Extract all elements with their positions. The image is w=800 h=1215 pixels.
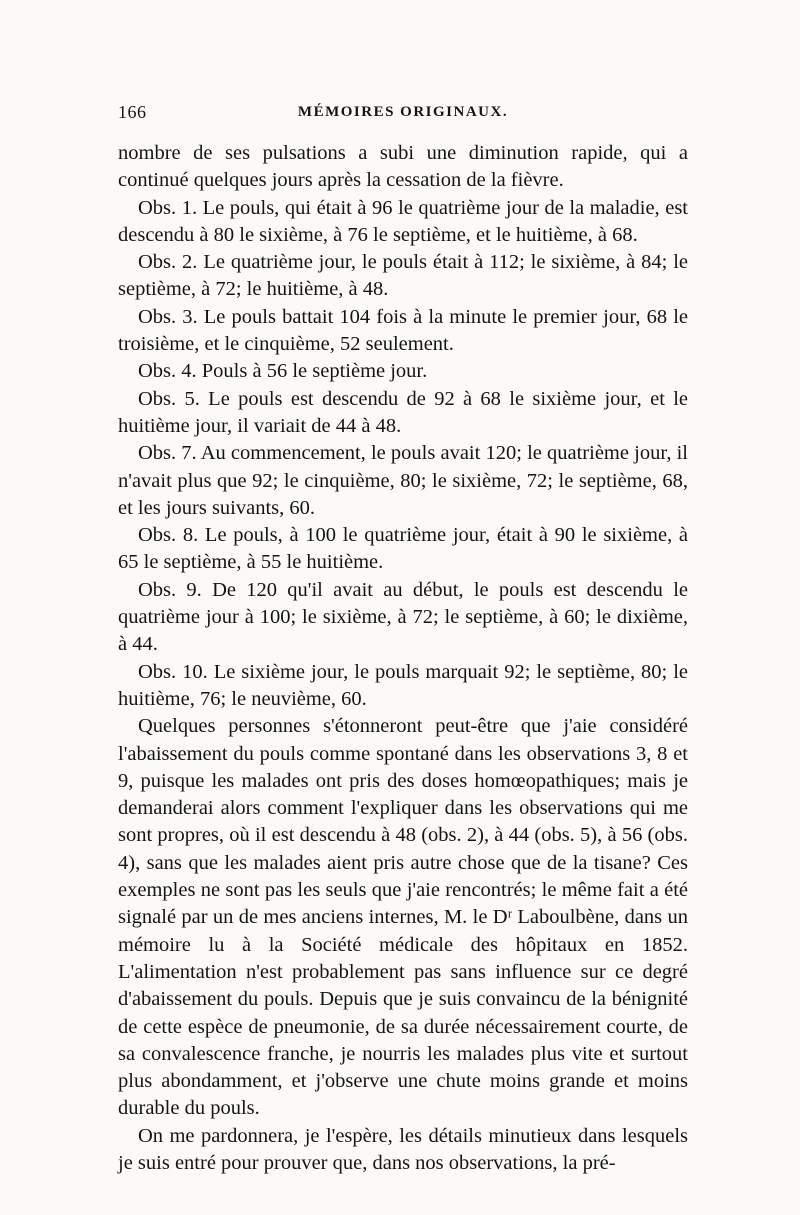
paragraph-closing: On me pardonnera, je l'espère, les détails minutieux dans lesquels je suis entré pour prouver que, dans nos observations, la pré-: [118, 1124, 688, 1174]
page-number: 166: [118, 102, 147, 122]
paragraph-obs-9: Obs. 9. De 120 qu'il avait au début, le pouls est descendu le quatrième jour à 100; le sixième, à 72; le septième, à 60; le dixième, à 44.: [118, 578, 688, 656]
paragraph-obs-4: Obs. 4. Pouls à 56 le septième jour.: [138, 360, 428, 383]
page-header: [118, 102, 688, 126]
paragraph-obs-5: Obs. 5. Le pouls est descendu de 92 à 68 le sixième jour, et le huitième jour, il variait de 44 à 48.: [118, 387, 688, 437]
paragraph-obs-1: Obs. 1. Le pouls, qui était à 96 le quatrième jour de la maladie, est descendu à 80 le sixième, à 76 le septième, et le huitième, à 68.: [118, 196, 688, 246]
paragraph-obs-3: Obs. 3. Le pouls battait 104 fois à la minute le premier jour, 68 le troisième, et le cinquième, 52 seulement.: [118, 305, 688, 356]
running-title: MÉMOIRES ORIGINAUX.: [297, 104, 509, 120]
paragraph-discussion: Quelques personnes s'étonneront peut-être que j'aie considéré l'abaissement du pouls comme spontané dans les observations 3, 8 et 9, puisque les malades ont pris des doses homœopathiques; mais je demanderai alors comment l'expliquer dans les observations qui me sont propres, où il est descendu à 48 (obs. 2), à 44 (obs. 5), à 56 (obs. 4), sans que les malades aient pris autre chose que de la tisane? Ces exemples ne sont pas les seuls que j'aie rencontrés; le même fait a été signalé par un de mes anciens internes, M. le Dʳ Laboulbène, dans un mémoire lu à la Société médicale des hôpitaux en 1852. L'alimentation n'est probablement pas sans influence sur ce degré d'abaissement du pouls. Depuis que je suis convaincu de la bénignité de cette espèce de pneumonie, de sa durée nécessairement courte, de sa convalescence franche, je nourris les malades plus vite et surtout plus abondamment, et j'observe une chute moins grande et moins durable du pouls.: [118, 715, 688, 1120]
paragraph-obs-2: Obs. 2. Le quatrième jour, le pouls était à 112; le sixième, à 84; le septième, à 72; le huitième, à 48.: [118, 251, 688, 301]
paragraph-obs-10: Obs. 10. Le sixième jour, le pouls marquait 92; le septième, 80; le huitième, 76; le neuvième, 60.: [118, 660, 688, 710]
body-text: [118, 140, 688, 1177]
paragraph-obs-7: Obs. 7. Au commencement, le pouls avait 120; le quatrième jour, il n'avait plus que 92; le cinquième, 80; le sixième, 72; le septième, 68, et les jours suivants, 60.: [118, 442, 688, 519]
paragraph-obs-8: Obs. 8. Le pouls, à 100 le quatrième jour, était à 90 le sixième, à 65 le septième, à 55 le huitième.: [118, 524, 688, 574]
paragraph-continuation: nombre de ses pulsations a subi une diminution rapide, qui a continué quelques jours après la cessation de la fièvre.: [118, 142, 688, 192]
